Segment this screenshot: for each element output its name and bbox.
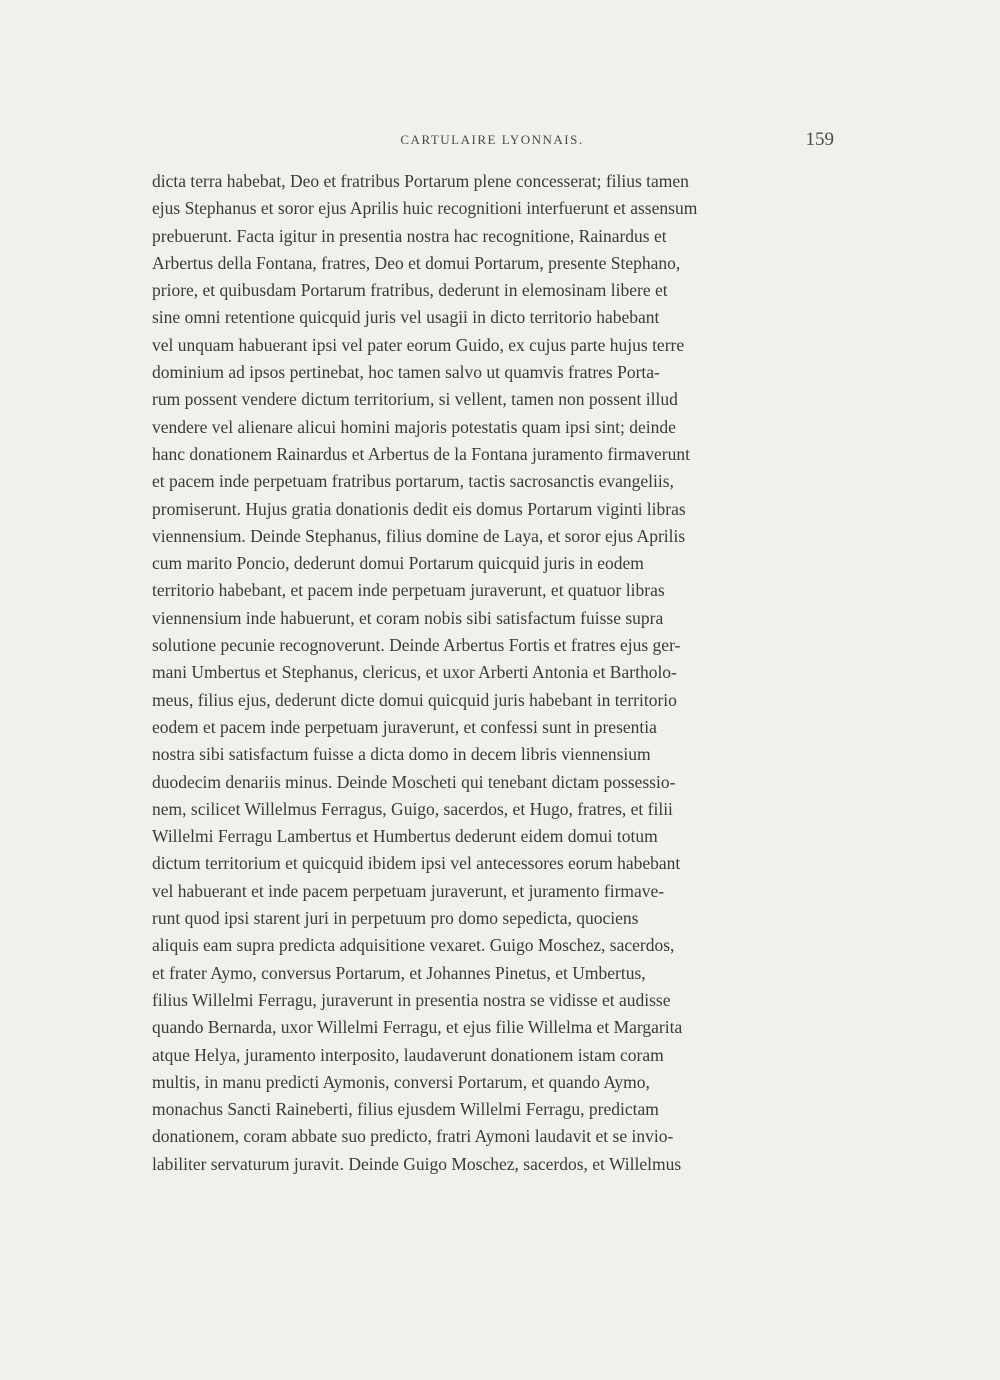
text-line: vendere vel alienare alicui homini majoris potestatis quam ipsi sint; deinde: [152, 416, 676, 437]
text-line: quando Bernarda, uxor Willelmi Ferragu, et ejus filie Willelma et Margarita: [152, 1017, 683, 1038]
text-line: nem, scilicet Willelmus Ferragus, Guigo, sacerdos, et Hugo, fratres, et filii: [152, 798, 673, 819]
text-line: sine omni retentione quicquid juris vel usagii in dicto territorio habebant: [152, 307, 660, 328]
text-line: dicta terra habebat, Deo et fratribus Portarum plene concesserat; filius tamen: [152, 171, 689, 191]
text-line: aliquis eam supra predicta adquisitione vexaret. Guigo Moschez, sacerdos,: [152, 935, 675, 956]
text-line: monachus Sancti Raineberti, filius ejusdem Willelmi Ferragu, predictam: [152, 1099, 659, 1120]
text-line: rum possent vendere dictum territorium, si vellent, tamen non possent illud: [152, 389, 678, 410]
body-text: [152, 168, 832, 1178]
text-line: dominium ad ipsos pertinebat, hoc tamen salvo ut quamvis fratres Porta-: [152, 362, 660, 383]
text-line: vel unquam habuerant ipsi vel pater eorum Guido, ex cujus parte hujus terre: [152, 334, 685, 355]
text-line: hanc donationem Rainardus et Arbertus de la Fontana juramento firmaverunt: [152, 443, 690, 464]
text-line: multis, in manu predicti Aymonis, conversi Portarum, et quando Aymo,: [152, 1071, 650, 1092]
text-line: solutione pecunie recognoverunt. Deinde Arbertus Fortis et fratres ejus ger-: [152, 635, 681, 656]
text-line: viennensium. Deinde Stephanus, filius domine de Laya, et soror ejus Aprilis: [152, 525, 686, 546]
text-line: promiserunt. Hujus gratia donationis dedit eis domus Portarum viginti libras: [152, 498, 686, 519]
text-line: mani Umbertus et Stephanus, clericus, et uxor Arberti Antonia et Bartholo-: [152, 662, 677, 683]
running-title: CARTULAIRE LYONNAIS.: [400, 132, 584, 147]
text-line: priore, et quibusdam Portarum fratribus, dederunt in elemosinam libere et: [152, 280, 668, 301]
text-line: prebuerunt. Facta igitur in presentia nostra hac recognitione, Rainardus et: [152, 225, 667, 246]
text-line: et pacem inde perpetuam fratribus portarum, tactis sacrosanctis evangeliis,: [152, 471, 674, 492]
text-line: Willelmi Ferragu Lambertus et Humbertus dederunt eidem domui totum: [152, 826, 658, 847]
text-line: meus, filius ejus, dederunt dicte domui quicquid juris habebant in territorio: [152, 689, 677, 710]
text-line: filius Willelmi Ferragu, juraverunt in presentia nostra se vidisse et audisse: [152, 989, 671, 1010]
text-line: labiliter servaturum juravit. Deinde Guigo Moschez, sacerdos, et Willelmus: [152, 1153, 682, 1174]
text-line: et frater Aymo, conversus Portarum, et Johannes Pinetus, et Umbertus,: [152, 962, 646, 983]
text-line: atque Helya, juramento interposito, laudaverunt donationem istam coram: [152, 1044, 664, 1065]
text-line: duodecim denariis minus. Deinde Moscheti qui tenebant dictam possessio-: [152, 771, 676, 792]
text-line: cum marito Poncio, dederunt domui Portarum quicquid juris in eodem: [152, 553, 644, 574]
text-line: viennensium inde habuerunt, et coram nobis sibi satisfactum fuisse supra: [152, 607, 664, 628]
text-line: territorio habebant, et pacem inde perpetuam juraverunt, et quatuor libras: [152, 580, 665, 601]
page-number: 159: [805, 129, 834, 150]
text-line: nostra sibi satisfactum fuisse a dicta domo in decem libris viennensium: [152, 744, 651, 765]
text-line: vel habuerant et inde pacem perpetuam juraverunt, et juramento firmave-: [152, 880, 665, 901]
text-line: ejus Stephanus et soror ejus Aprilis huic recognitioni interfuerunt et assensum: [152, 198, 698, 219]
text-line: Arbertus della Fontana, fratres, Deo et domui Portarum, presente Stephano,: [152, 252, 681, 273]
text-line: runt quod ipsi starent juri in perpetuum pro domo sepedicta, quociens: [152, 908, 639, 929]
text-line: eodem et pacem inde perpetuam juraverunt, et confessi sunt in presentia: [152, 716, 657, 737]
text-line: donationem, coram abbate suo predicto, fratri Aymoni laudavit et se invio-: [152, 1126, 674, 1147]
running-head: [152, 129, 834, 156]
text-line: dictum territorium et quicquid ibidem ipsi vel antecessores eorum habebant: [152, 853, 681, 874]
